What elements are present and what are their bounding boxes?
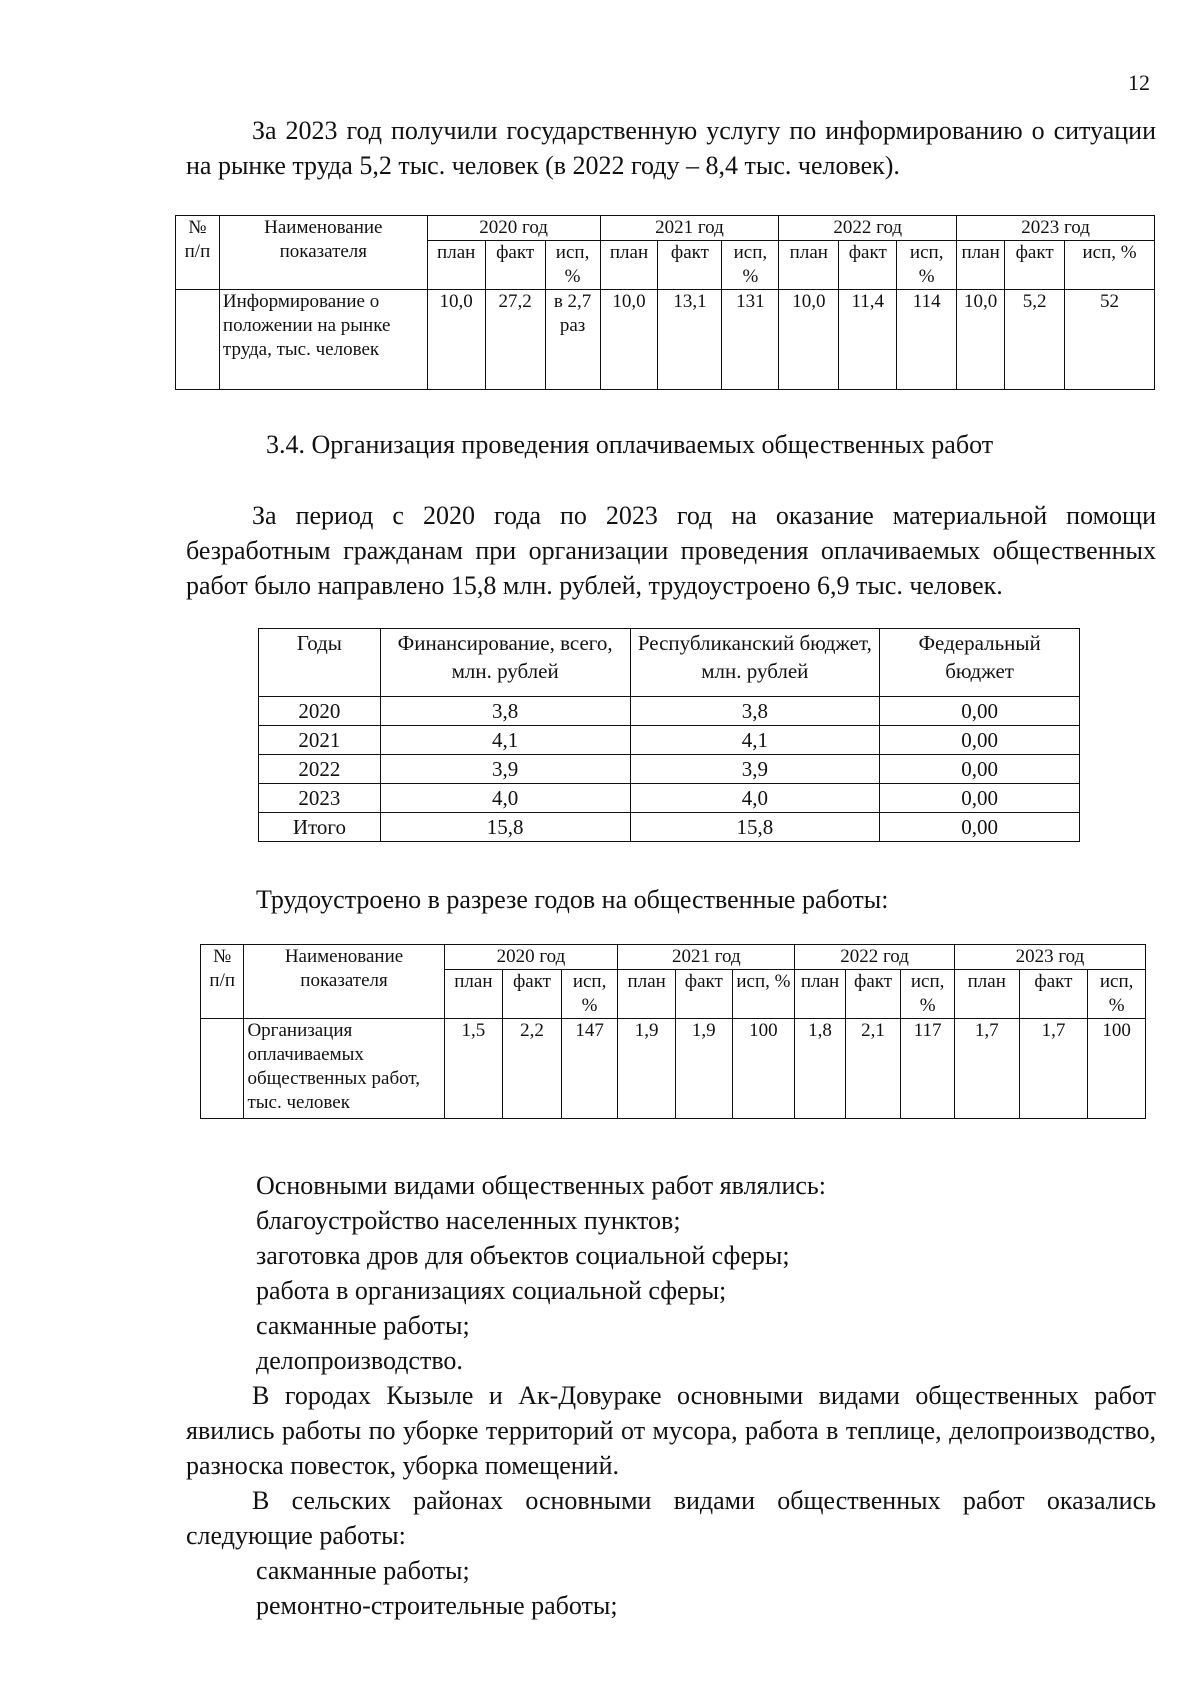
value-cell: 10,0 [427, 290, 485, 390]
informing-table [175, 215, 1155, 390]
value-cell: 4,1 [630, 726, 880, 755]
financing-paragraph: За период с 2020 года по 2023 год на оказание материальной помощи безработным гражданам при организации проведения оплачиваемых общественных работ было направлено 15,8 млн. рублей, трудоустроено 6,9 тыс. человек. [186, 501, 1156, 600]
year-header: 2021 год [600, 216, 779, 241]
sub-header: исп, % [901, 970, 955, 1019]
value-cell: 117 [901, 1019, 955, 1119]
sub-header: факт [503, 970, 562, 1019]
value-cell: 0,00 [880, 755, 1080, 784]
sub-header: план [427, 241, 485, 290]
sub-header: исп, % [732, 970, 795, 1019]
sub-header: факт [675, 970, 732, 1019]
value-cell: 4,1 [380, 726, 630, 755]
list-item: благоустройство населенных пунктов; [256, 1206, 681, 1235]
sub-header: план [954, 970, 1019, 1019]
value-cell: 10,0 [957, 290, 1005, 390]
sub-header: факт [1019, 970, 1088, 1019]
value-cell: 0,00 [880, 813, 1080, 842]
value-cell: 1,7 [1019, 1019, 1088, 1119]
financing-table [258, 628, 1080, 842]
sub-header: факт [845, 970, 901, 1019]
employed-caption: Трудоустроено в разрезе годов на общественные работы: [256, 885, 889, 914]
year-header: 2021 год [618, 945, 795, 970]
value-cell: в 2,7 раз [545, 290, 600, 390]
value-cell: 5,2 [1005, 290, 1065, 390]
value-cell: 3,8 [380, 697, 630, 726]
value-cell: 11,4 [839, 290, 897, 390]
row-name-cell: Организация оплачиваемых общественных работ, тыс. человек [244, 1019, 444, 1119]
year-cell: 2020 [259, 697, 381, 726]
list-item: сакманные работы; [256, 1556, 470, 1585]
value-cell: 100 [1088, 1019, 1146, 1119]
year-cell: 2023 [259, 784, 381, 813]
value-cell: 27,2 [485, 290, 545, 390]
value-cell: 52 [1065, 290, 1155, 390]
value-cell: 4,0 [380, 784, 630, 813]
year-cell: 2022 [259, 755, 381, 784]
sub-header: исп, % [1088, 970, 1146, 1019]
sub-header: факт [658, 241, 722, 290]
value-cell: 3,9 [380, 755, 630, 784]
year-header: 2023 год [954, 945, 1145, 970]
row-num-cell [176, 290, 220, 390]
sub-header: план [957, 241, 1005, 290]
sub-header: исп, % [1065, 241, 1155, 290]
sub-header: план [795, 970, 846, 1019]
value-cell: 15,8 [380, 813, 630, 842]
intro-paragraph: За 2023 год получили государственную услугу по информированию о ситуации на рынке труда 5,2 тыс. человек (в 2022 году – 8,4 тыс. человек). [186, 116, 1156, 180]
value-cell: 3,8 [630, 697, 880, 726]
value-cell: 15,8 [630, 813, 880, 842]
kinds-intro: Основными видами общественных работ являлись: [256, 1171, 827, 1200]
col-header: Годы [259, 629, 381, 697]
col-header: Федеральный бюджет [880, 629, 1080, 697]
value-cell: 1,7 [954, 1019, 1019, 1119]
sub-header: план [600, 241, 658, 290]
value-cell: 3,9 [630, 755, 880, 784]
value-cell: 0,00 [880, 784, 1080, 813]
value-cell: 0,00 [880, 697, 1080, 726]
sub-header: план [444, 970, 503, 1019]
value-cell: 114 [897, 290, 957, 390]
rural-list [256, 1553, 618, 1623]
sub-header: исп, % [545, 241, 600, 290]
list-item: ремонтно-строительные работы; [256, 1591, 618, 1620]
kinds-list [256, 1168, 826, 1378]
year-header: 2020 год [444, 945, 618, 970]
year-header: 2020 год [427, 216, 600, 241]
sub-header: исп, % [722, 241, 779, 290]
col-name-header: Наименование показателя [219, 216, 427, 290]
sub-header: факт [1005, 241, 1065, 290]
list-item: сакманные работы; [256, 1311, 470, 1340]
value-cell: 1,9 [675, 1019, 732, 1119]
value-cell: 13,1 [658, 290, 722, 390]
year-cell: 2021 [259, 726, 381, 755]
sub-header: план [779, 241, 839, 290]
value-cell: 4,0 [630, 784, 880, 813]
section-heading: 3.4. Организация проведения оплачиваемых общественных работ [266, 430, 994, 459]
value-cell: 1,8 [795, 1019, 846, 1119]
value-cell: 1,9 [618, 1019, 676, 1119]
rural-paragraph: В сельских районах основными видами общественных работ оказались следующие работы: [186, 1486, 1156, 1550]
col-header: Республиканский бюджет, млн. рублей [630, 629, 880, 697]
value-cell: 131 [722, 290, 779, 390]
col-header: Финансирование, всего, млн. рублей [380, 629, 630, 697]
list-item: делопроизводство. [256, 1346, 463, 1375]
value-cell: 1,5 [444, 1019, 503, 1119]
year-header: 2022 год [795, 945, 955, 970]
sub-header: факт [839, 241, 897, 290]
col-name-header: Наименование показателя [244, 945, 444, 1019]
year-header: 2022 год [779, 216, 957, 241]
value-cell: 10,0 [600, 290, 658, 390]
value-cell: 2,1 [845, 1019, 901, 1119]
sub-header: план [618, 970, 676, 1019]
col-num-header: № п/п [201, 945, 244, 1019]
value-cell: 2,2 [503, 1019, 562, 1119]
row-name-cell: Информирование о положении на рынке труда, тыс. человек [219, 290, 427, 390]
total-cell: Итого [259, 813, 381, 842]
list-item: работа в организациях социальной сферы; [256, 1276, 727, 1305]
value-cell: 10,0 [779, 290, 839, 390]
value-cell: 0,00 [880, 726, 1080, 755]
value-cell: 100 [732, 1019, 795, 1119]
page-number: 12 [1128, 70, 1150, 95]
public-works-table [200, 944, 1146, 1119]
year-header: 2023 год [957, 216, 1155, 241]
col-num-header: № п/п [176, 216, 220, 290]
row-num-cell [201, 1019, 244, 1119]
cities-paragraph: В городах Кызыле и Ак-Довураке основными видами общественных работ явились работы по уборке территорий от мусора, работа в теплице, делопроизводство, разноска повесток, уборка помещений. [186, 1381, 1156, 1480]
sub-header: исп, % [897, 241, 957, 290]
sub-header: исп, % [561, 970, 618, 1019]
list-item: заготовка дров для объектов социальной сферы; [256, 1241, 790, 1270]
sub-header: факт [485, 241, 545, 290]
value-cell: 147 [561, 1019, 618, 1119]
